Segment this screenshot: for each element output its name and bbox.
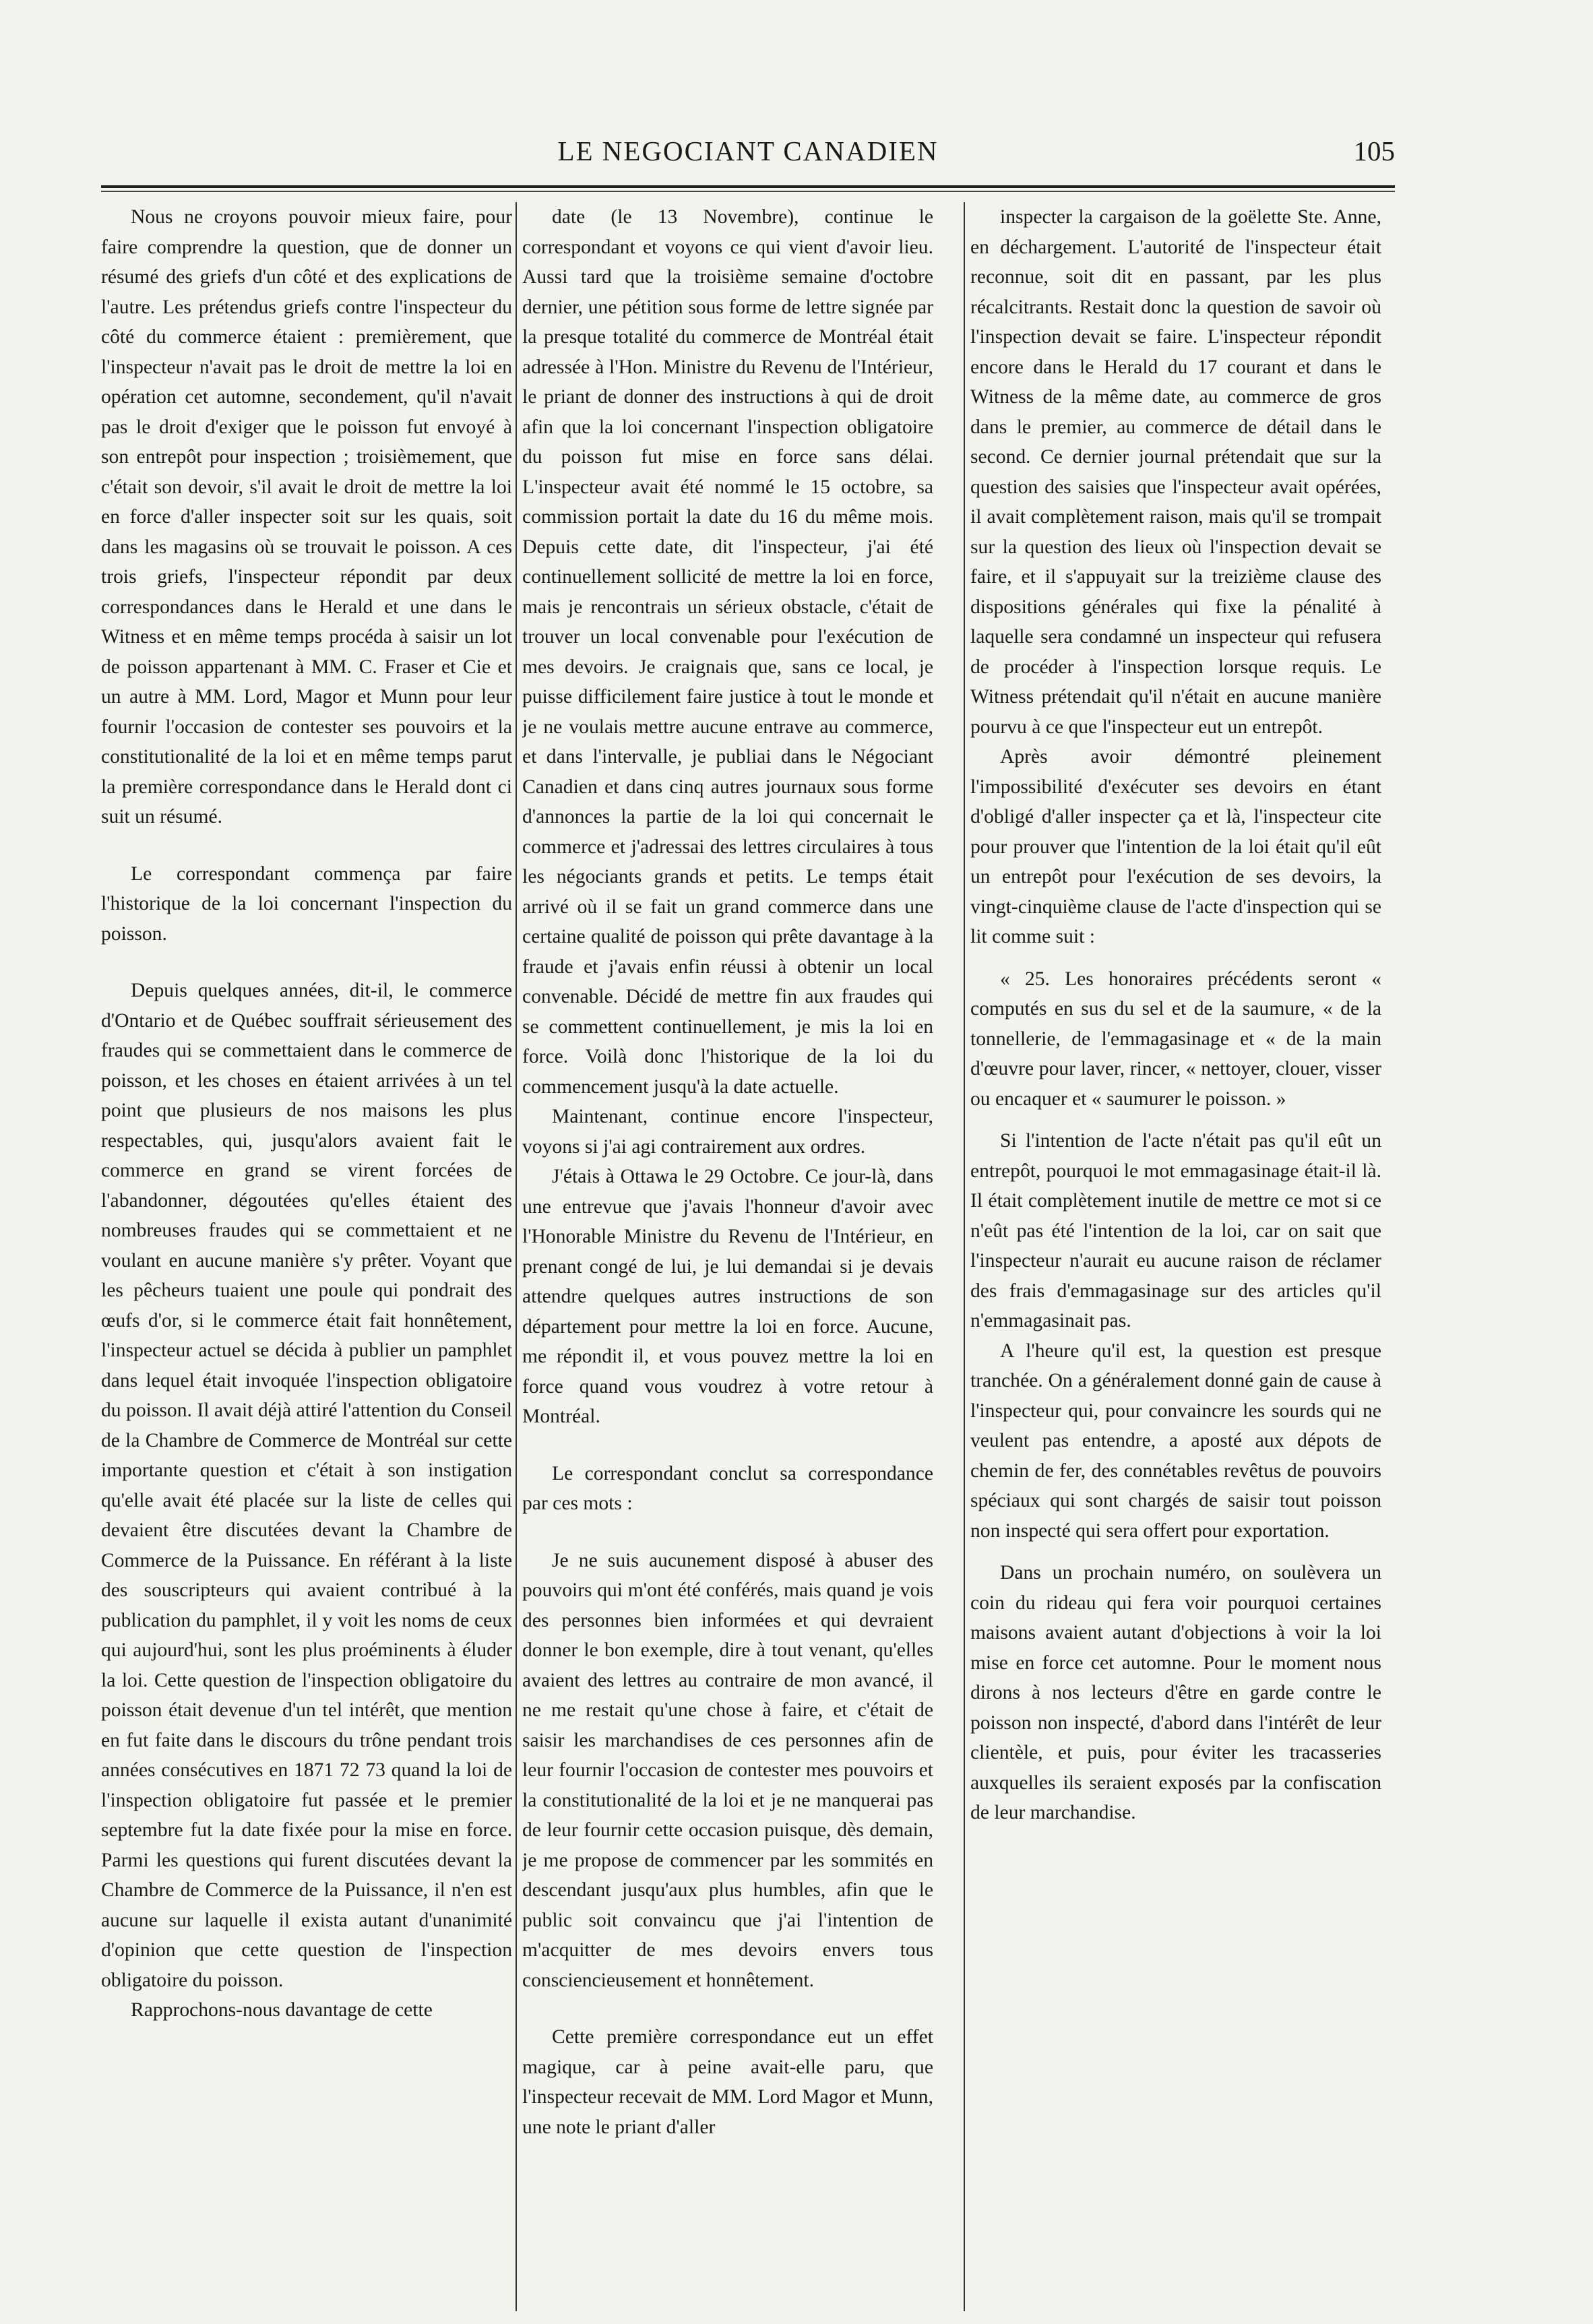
running-title: LE NEGOCIANT CANADIEN <box>557 135 939 166</box>
paragraph: inspecter la cargaison de la goëlette Ste. Anne, en déchargement. L'autorité de l'inspecteur était reconnue, soit dit en passant, par les plus récalcitrants. Restait donc la question de savoir où l'inspection devait se faire. L'inspecteur répondit encore dans le Herald du 17 courant et dans le Witness de la même date, au commerce de gros dans le premier, au commerce de détail dans le second. Ce dernier journal prétendait que sur la question des saisies que l'inspecteur avait opérées, il avait complètement raison, mais qu'il se trompait sur la question des lieux où l'inspection devait se faire, et il s'appuyait sur la treizième clause des dispositions générales qui fixe la pénalité à laquelle sera condamné un inspecteur qui refusera de procéder à l'inspection lorsque requis. Le Witness prétendait qu'il n'était en aucune manière pourvu à ce que l'inspecteur eut un entrepôt. <box>970 206 1381 738</box>
header-rule <box>101 185 1395 188</box>
paragraph: Cette première correspondance eut un effet magique, car à peine avait-elle paru, que l'inspecteur recevait de MM. Lord Magor et Munn, une note le priant d'aller <box>522 2026 933 2138</box>
paragraph: Le correspondant conclut sa correspondance par ces mots : <box>522 1462 933 1514</box>
column-2 <box>522 202 933 2304</box>
page-number: 105 <box>1353 135 1395 166</box>
column-1 <box>101 202 512 2304</box>
paragraph: Dans un prochain numéro, on soulèvera un coin du rideau qui fera voir pourquoi certaines maisons avaient autant d'objections à voir la loi mise en force cet automne. Pour le moment nous dirons à nos lecteurs d'être en garde contre le poisson non inspecté, d'abord dans l'intérêt de leur clientèle, et puis, pour éviter les tracasseries auxquelles ils seraient exposés par la confiscation de leur marchandise. <box>970 1562 1381 1823</box>
paragraph: Le correspondant commença par faire l'historique de la loi concernant l'inspection du poisson. <box>101 862 512 945</box>
paragraph: Je ne suis aucunement disposé à abuser des pouvoirs qui m'ont été conférés, mais quand je vois des personnes bien informées et qui devraient donner le bon exemple, dire à tout venant, qu'elles avaient des lettres au contraire de mon avancé, il ne me restait qu'une chose à faire, et c'était de saisir les marchandises de ces personnes afin de leur fournir l'occasion de contester mes pouvoirs et la constitutionalité de la loi et je ne manquerai pas de leur fournir cette occasion puisque, dès demain, je me propose de commencer par les sommités en descendant jusqu'aux plus humbles, afin que le public soit convaincu que j'ai l'intention de m'acquitter de mes devoirs envers tous consciencieusement et honnêtement. <box>522 1549 933 1991</box>
paragraph: A l'heure qu'il est, la question est presque tranchée. On a généralement donné gain de cause à l'inspecteur qui, pour convaincre les sourds qui ne veulent pas entendre, a aposté aux dépots de chemin de fer, des connétables revêtus de pouvoirs spéciaux qui sont chargés de saisir tout poisson non inspecté qui sera offert pour exportation. <box>970 1340 1381 1542</box>
paragraph: « 25. Les honoraires précédents seront « computés en sus du sel et de la saumure, « de la tonnellerie, de l'emmagasinage et « de la main d'œuvre pour laver, rincer, « nettoyer, clouer, visser ou encaquer et « saumurer le poisson. » <box>970 968 1381 1110</box>
paragraph: Maintenant, continue encore l'inspecteur, voyons si j'ai agi contrairement aux ordres. <box>522 1106 933 1158</box>
column-divider-1 <box>516 202 517 2311</box>
paragraph: Depuis quelques années, dit-il, le commerce d'Ontario et de Québec souffrait sérieusement des fraudes qui se commettaient dans le commerce de poisson, et les choses en étaient arrivées à un tel point que plusieurs de nos maisons les plus respectables, qui, jusqu'alors avaient fait le commerce en grand se virent forcées de l'abandonner, dégoutées qu'elles étaient des nombreuses fraudes qui se commettaient et ne voulant en aucune manière s'y prêter. Voyant que les pêcheurs tuaient une poule qui pondrait des œufs d'or, si le commerce était fait honnêtement, l'inspecteur actuel se décida à publier un pamphlet dans lequel était invoquée l'inspection obligatoire du poisson. Il avait déjà attiré l'attention du Conseil de la Chambre de Commerce de Montréal sur cette importante question et c'était à son instigation qu'elle avait été placée sur la liste de celles qui devaient être discutées devant la Chambre de Commerce de la Puissance. En référant à la liste des souscripteurs qui avaient contribué à la publication du pamphlet, il y voit les noms de ceux qui aujourd'hui, sont les plus proéminents à éluder la loi. Cette question de l'inspection obligatoire du poisson était devenue d'un tel intérêt, que mention en fut faite dans le discours du trône pendant trois années consécutives en 1871 72 73 quand la loi de l'inspection obligatoire fut passée et le premier septembre fut la date fixée pour la mise en force. Parmi les questions qui furent discutées devant la Chambre de Commerce de la Puissance, il n'en est aucune sur laquelle il exista autant d'unanimité d'opinion que cette question de l'inspection obligatoire du poisson. <box>101 980 512 1991</box>
header-rule-thin <box>101 191 1395 192</box>
paragraph: Si l'intention de l'acte n'était pas qu'il eût un entrepôt, pourquoi le mot emmagasinage était-il là. Il était complètement inutile de mettre ce mot si ce n'eût pas été l'intention de la loi, car on sait que l'inspecteur n'aurait eu aucune raison de réclamer des frais d'emmagasinage sur des articles qu'il n'emmagasinait pas. <box>970 1130 1381 1331</box>
page-header <box>101 135 1395 182</box>
column-divider-2 <box>964 202 965 2311</box>
paragraph: Après avoir démontré pleinement l'impossibilité d'exécuter ses devoirs en étant d'obligé d'aller inspecter ça et là, l'inspecteur cite pour prouver que l'intention de la loi était qu'il eût un entrepôt pour l'exécution de ses devoirs, la vingt-cinquième clause de l'acte d'inspection qui se lit comme suit : <box>970 746 1381 947</box>
paragraph: Rapprochons-nous davantage de cette <box>131 1999 433 2021</box>
paragraph: date (le 13 Novembre), continue le correspondant et voyons ce qui vient d'avoir lieu. Aussi tard que la troisième semaine d'octobre dernier, une pétition sous forme de lettre signée par la presque totalité du commerce de Montréal était adressée à l'Hon. Ministre du Revenu de l'Intérieur, le priant de donner des instructions à qui de droit afin que la loi concernant l'inspection obligatoire du poisson fut mise en force sans délai. L'inspecteur avait été nommé le 15 octobre, sa commission portait la date du 16 du même mois. Depuis cette date, dit l'inspecteur, j'ai été continuellement sollicité de mettre la loi en force, mais je rencontrais un sérieux obstacle, c'était de trouver un local convenable pour l'exécution de mes devoirs. Je craignais que, sans ce local, je puisse difficilement faire justice à tout le monde et je ne voulais mettre aucune entrave au commerce, et dans l'intervalle, je publiai dans le Négociant Canadien et dans cinq autres journaux sous forme d'annonces la partie de la loi qui concernait le commerce et j'adressai des lettres circulaires à tous les négociants grands et petits. Le temps était arrivé où il se fait un grand commerce dans une certaine qualité de poisson qui prête davantage à la fraude et j'avais enfin réussi à obtenir un local convenable. Décidé de mettre fin aux fraudes qui se commettent continuellement, je mis la loi en force. Voilà donc l'historique de la loi du commencement jusqu'à la date actuelle. <box>522 206 933 1098</box>
column-3 <box>970 202 1381 2304</box>
paragraph: Nous ne croyons pouvoir mieux faire, pour faire comprendre la question, que de donner un résumé des griefs d'un côté et des explications de l'autre. Les prétendus griefs contre l'inspecteur du côté du commerce étaient : premièrement, que l'inspecteur n'avait pas le droit de mettre la loi en opération cet automne, secondement, qu'il n'avait pas le droit d'exiger que le poisson fut envoyé à son entrepôt pour inspection ; troisièmement, que c'était son devoir, s'il avait le droit de mettre la loi en force d'aller inspecter soit sur les quais, soit dans les magasins où se trouvait le poisson. A ces trois griefs, l'inspecteur répondit par deux correspondances dans le Herald et une dans le Witness et en même temps procéda à saisir un lot de poisson appartenant à MM. C. Fraser et Cie et un autre à MM. Lord, Magor et Munn pour leur fournir l'occasion de contester ses pouvoirs et la constitutionalité de la loi et en même temps parut la première correspondance dans le Herald dont ci suit un résumé. <box>101 206 512 827</box>
paragraph: J'étais à Ottawa le 29 Octobre. Ce jour-là, dans une entrevue que j'avais l'honneur d'avoir avec l'Honorable Ministre du Revenu de l'Intérieur, en prenant congé de lui, je lui demandai si je devais attendre quelques autres instructions de son département pour mettre la loi en force. Aucune, me répondit il, et vous pouvez mettre la loi en force quand vous voudrez à votre retour à Montréal. <box>522 1166 933 1427</box>
